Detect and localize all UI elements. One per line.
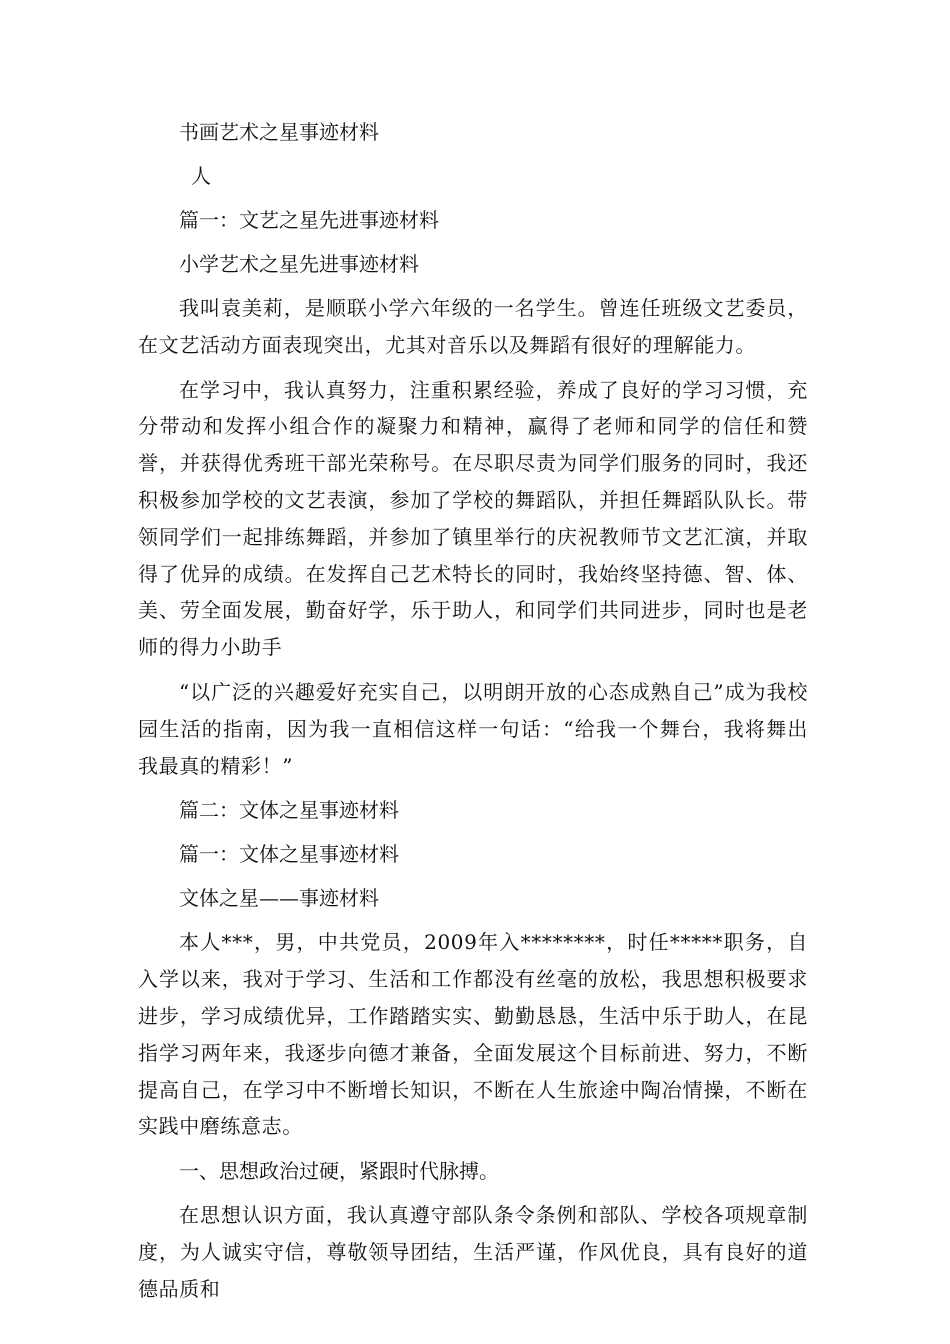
paragraph-3: “以广泛的兴趣爱好充实自己，以明朗开放的心态成熟自己”成为我校园生活的指南，因为我一直相信这样一句话：“给我一个舞台，我将舞出我最真的精彩！”: [138, 679, 808, 778]
document-title: 书画艺术之星事迹材料: [179, 120, 379, 144]
point-1-heading: 一、思想政治过硬，紧跟时代脉搏。: [179, 1159, 499, 1184]
section1-subtitle: 小学艺术之星先进事迹材料: [179, 252, 419, 276]
paragraph-5: 在思想认识方面，我认真遵守部队条令条例和部队、学校各项规章制度，为人诚实守信，尊敬领导团结，生活严谨，作风优良，具有良好的道德品质和: [138, 1203, 808, 1301]
paragraph-4: 本人***，男，中共党员，2009年入********，时任*****职务，自入学以来，我对于学习、生活和工作都没有丝毫的放松，我思想积极要求进步，学习成绩优异，工作踏踏实实、勤勤恳恳，生活中乐于助人，在昆指学习两年来，我逐步向德才兼备，全面发展这个目标前进、努力，不断提高自己，在学习中不断增长知识，不断在人生旅途中陶冶情操，不断在实践中磨练意志。: [138, 930, 808, 1139]
paragraph-1: 我叫袁美莉，是顺联小学六年级的一名学生。曾连任班级文艺委员，在文艺活动方面表现突出，尤其对音乐以及舞蹈有很好的理解能力。: [138, 296, 808, 357]
section2-sub-heading: 篇一：文体之星事迹材料: [179, 842, 399, 867]
section2-heading: 篇二：文体之星事迹材料: [179, 798, 399, 823]
author-line: 人: [191, 164, 211, 188]
section1-heading: 篇一：文艺之星先进事迹材料: [179, 208, 439, 232]
document-body: [138, 114, 808, 1316]
section2-subtitle: 文体之星——事迹材料: [179, 886, 379, 911]
paragraph-2: 在学习中，我认真努力，注重积累经验，养成了良好的学习习惯，充分带动和发挥小组合作的凝聚力和精神，赢得了老师和同学的信任和赞誉，并获得优秀班干部光荣称号。在尽职尽责为同学们服务的同时，我还积极参加学校的文艺表演，参加了学校的舞蹈队，并担任舞蹈队队长。带领同学们一起排练舞蹈，并参加了镇里举行的庆祝教师节文艺汇演，并取得了优异的成绩。在发挥自己艺术特长的同时，我始终坚持德、智、体、美、劳全面发展，勤奋好学，乐于助人，和同学们共同进步，同时也是老师的得力小助手: [138, 377, 808, 660]
